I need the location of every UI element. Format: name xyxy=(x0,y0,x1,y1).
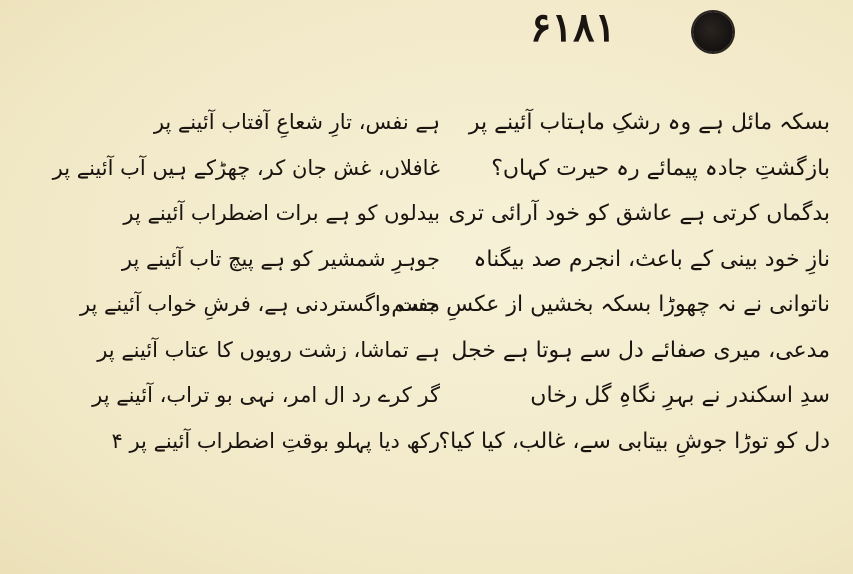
poem-column-left xyxy=(52,100,440,464)
page-header xyxy=(520,4,760,56)
ink-seal-mark xyxy=(693,12,733,52)
page-number: ۱۸۱۶ xyxy=(530,4,616,51)
verse-line: غافلاں، غش جان کر، چھڑکے ہیں آب آئینے پر xyxy=(52,155,440,180)
verse-line: سدِ اسکندر نے بہرِ نگاہِ گل رخاں xyxy=(530,383,830,408)
verse-line: نازِ خود بینی کے باعث، انجرم صد بیگناہ xyxy=(473,246,830,272)
verse-line: ناتوانی نے نہ چھوڑا بسکہ بخشیں از عکسِ جسم xyxy=(391,292,830,317)
verse-line: جوہرِ شمشیر کو ہے پیچ تاب آئینے پر xyxy=(121,246,440,271)
verse-line: بدگماں کرتی ہے عاشق کو خود آرائی تری xyxy=(448,201,830,226)
verse-line: مفت واگستردنی ہے، فرشِ خواب آئینے پر xyxy=(79,292,440,316)
verse-line: رکھ دیا پہلو بوقتِ اضطراب آئینے پر ۴ xyxy=(111,428,440,453)
verse-line: ہے نفس، تارِ شعاعِ آفتاب آئینے پر xyxy=(153,110,440,134)
verse-line: بسکہ مائل ہے وہ رشکِ ماہتاب آئینے پر xyxy=(468,110,830,135)
poem-column-right xyxy=(391,100,830,464)
verse-line: بیدلوں کو ہے برات اضطراب آئینے پر xyxy=(123,201,440,225)
verse-line: مدعی، میری صفائے دل سے ہوتا ہے خجل xyxy=(451,337,830,363)
verse-line: گر کرے رد ال امر، نہی بو تراب، آئینے پر xyxy=(92,383,440,407)
verse-line: ہے تماشا، زشت رویوں کا عتاب آئینے پر xyxy=(97,337,440,362)
verse-line: دل کو توڑا جوشِ بیتابی سے، غالب، کیا کیا؟ xyxy=(438,428,830,454)
verse-line: بازگشتِ جادہ پیمائے رہ حیرت کہاں؟ xyxy=(491,155,830,181)
